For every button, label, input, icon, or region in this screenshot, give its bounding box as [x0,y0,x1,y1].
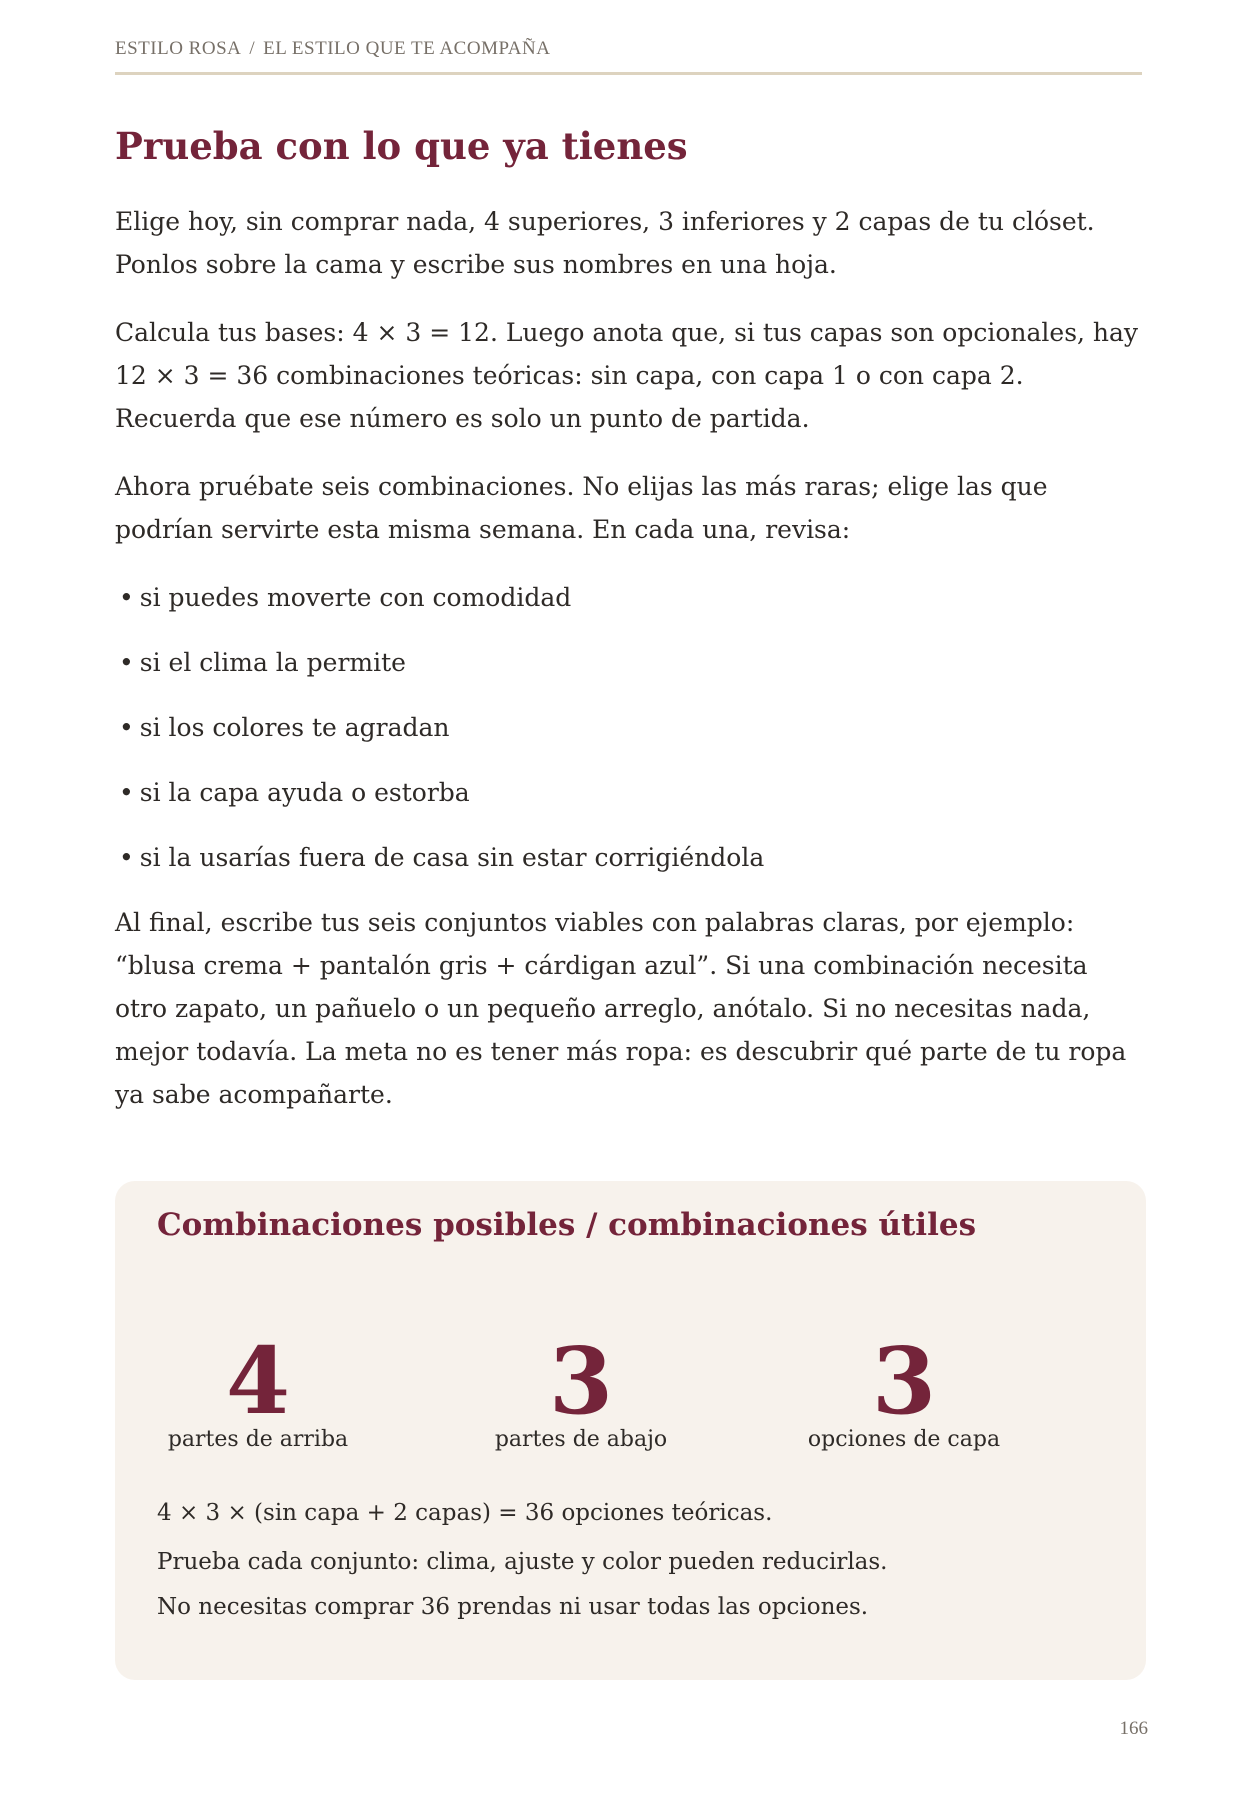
chapter-title: EL ESTILO QUE TE ACOMPAÑA [263,38,551,59]
bullet-icon: • [119,583,134,612]
stat-label: partes de arriba [167,1427,349,1452]
paragraph-calculation: Calcula tus bases: 4 × 3 = 12. Luego anota que, si tus capas son opcionales, hay 12 × 3 = 36 combinaciones teóricas: sin capa, con capa 1 o con capa 2. Recuerda que ese número es solo un punto de partida. [115,318,1139,433]
bullet-icon: • [119,713,134,742]
paragraph-try-on: Ahora pruébate seis combinaciones. No elijas las más raras; elige las que podrían servirte esta misma semana. En cada una, revisa: [115,472,1048,544]
list-item-text: si la usarías fuera de casa sin estar corrigiéndola [139,843,765,872]
bullet-icon: • [119,778,134,807]
list-item [115,576,1142,619]
stat-label: opciones de capa [807,1427,1001,1452]
bullet-icon: • [119,648,134,677]
page-number: 166 [1119,1718,1148,1739]
paragraph-closing: Al final, escribe tus seis conjuntos viables con palabras claras, por ejemplo: “blusa crema + pantalón gris + cárdigan azul”. Si una combinación necesita otro zapato, un pañuelo o un pequeño arreglo, anótalo. Si no necesitas nada, mejor todavía. La meta no es tener más ropa: es descubrir qué parte de tu ropa ya sabe acompañarte. [115,908,1127,1109]
list-item [115,771,1142,814]
stat-layers [784,1327,1024,1452]
running-header [115,38,1142,75]
book-title: ESTILO ROSA [115,38,242,59]
list-item-text: si puedes moverte con comodidad [139,583,572,612]
header-separator: / [249,38,256,59]
paragraph-intro: Elige hoy, sin comprar nada, 4 superiores, 3 inferiores y 2 capas de tu clóset. Ponlos sobre la cama y escribe sus nombres en una hoja. [115,207,1095,279]
callout-title: Combinaciones posibles / combinaciones útiles [157,1207,977,1243]
bullet-icon: • [119,843,134,872]
list-item [115,836,1142,879]
stat-value: 3 [548,1327,613,1435]
callout-note-test: Prueba cada conjunto: clima, ajuste y color pueden reducirlas. [157,1549,888,1575]
stat-bottoms [461,1327,701,1452]
list-item [115,641,1142,684]
list-item-text: si el clima la permite [139,648,406,677]
list-item-text: si la capa ayuda o estorba [139,778,470,807]
callout-note-formula: 4 × 3 × (sin capa + 2 capas) = 36 opciones teóricas. [157,1500,773,1526]
stat-value: 4 [225,1327,290,1435]
stat-value: 3 [871,1327,936,1435]
stat-tops [138,1327,378,1452]
main-content [115,118,1142,1141]
list-item [115,706,1142,749]
stat-label: partes de abajo [494,1427,668,1452]
callout-note-reminder: No necesitas comprar 36 prendas ni usar todas las opciones. [157,1594,869,1620]
combinations-callout [115,1181,1146,1680]
checklist [115,576,1142,879]
section-title: Prueba con lo que ya tienes [115,124,688,168]
list-item-text: si los colores te agradan [139,713,450,742]
